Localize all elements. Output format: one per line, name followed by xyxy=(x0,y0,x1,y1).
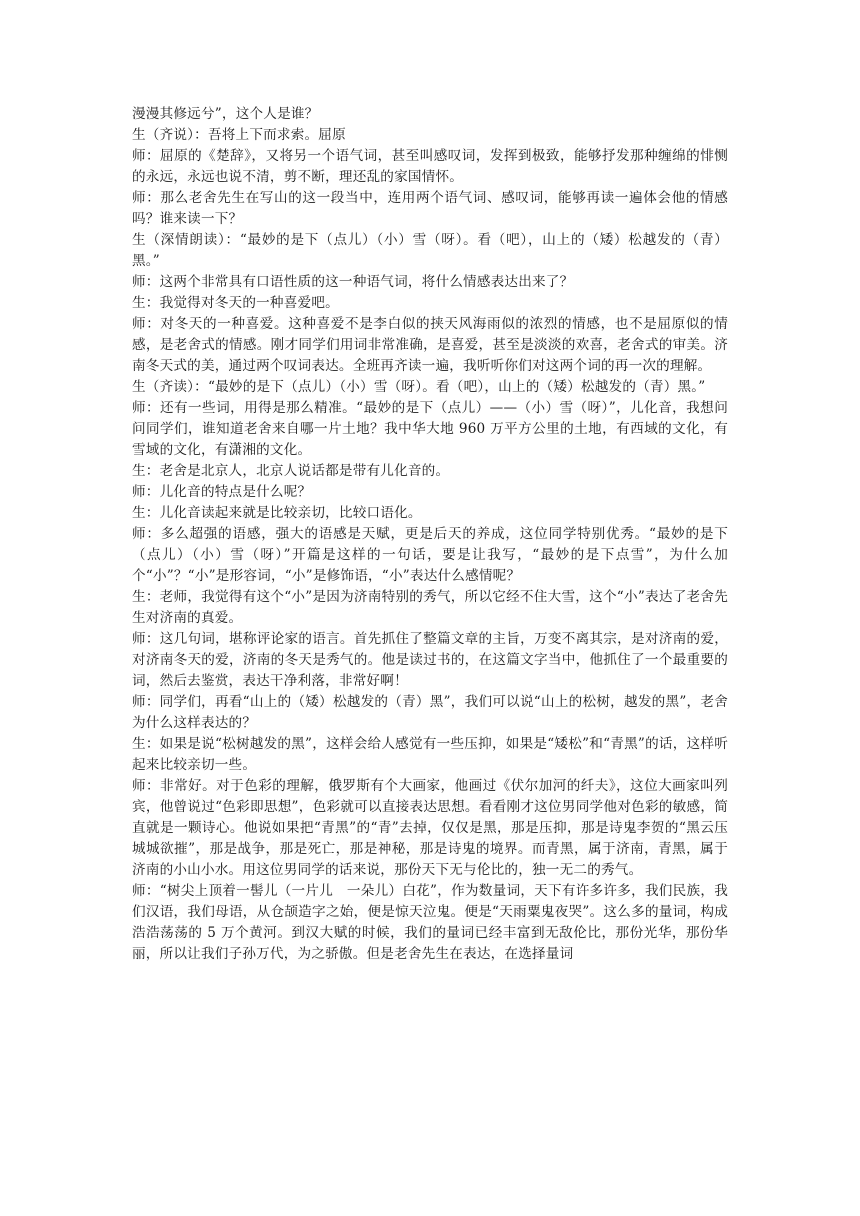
paragraph: 师：这两个非常具有口语性质的这一种语气词，将什么情感表达出来了？ xyxy=(132,274,574,290)
paragraph: 生：我觉得对冬天的一种喜爱吧。 xyxy=(132,295,339,311)
paragraph: 师：对冬天的一种喜爱。这种喜爱不是李白似的挟天风海雨似的浓烈的情感，也不是屈原似的情感，是老舍式的情感。刚才同学们用词非常准确，是喜爱，甚至是淡淡的欢喜，老舍式的审美。济南冬天式的美，通过两个叹词表达。全班再齐读一遍，我听听你们对这两个词的再一次的理解。 xyxy=(132,316,728,374)
paragraph: 生：老舍是北京人，北京人说话都是带有儿化音的。 xyxy=(132,463,450,479)
document-body xyxy=(132,104,728,965)
paragraph: 生（齐说）：吾将上下而求索。屈原 xyxy=(132,127,346,143)
paragraph: 生（深情朗读）：“最妙的是下（点儿）（小）雪（呀）。看（吧），山上的（矮）松越发的（青）黑。” xyxy=(132,232,728,269)
paragraph: 师：屈原的《楚辞》，又将另一个语气词，甚至叫感叹词，发挥到极致，能够抒发那种缠绵的悱恻的永远，永远也说不清，剪不断，理还乱的家国情怀。 xyxy=(132,148,728,185)
paragraph: 师：非常好。对于色彩的理解，俄罗斯有个大画家，他画过《伏尔加河的纤夫》，这位大画家叫列宾，他曾说过“色彩即思想”，色彩就可以直接表达思想。看看刚才这位男同学他对色彩的敏感，简直就是一颗诗心。他说如果把“青黑”的“青”去掉，仅仅是黑，那是压抑，那是诗鬼李贺的“黑云压城城欲摧”，那是战争，那是死亡，那是神秘，那是诗鬼的境界。而青黑，属于济南，青黑，属于济南的小山小水。用这位男同学的话来说，那份天下无与伦比的，独一无二的秀气。 xyxy=(132,778,728,878)
paragraph: 生（齐读）：“最妙的是下（点儿）（小）雪（呀）。看（吧），山上的（矮）松越发的（青）黑。” xyxy=(132,379,706,395)
paragraph: 师：“树尖上顶着一髻儿（一片儿 一朵儿）白花”，作为数量词，天下有许多许多，我们民族，我们汉语，我们母语，从仓颉造字之始，便是惊天泣鬼。便是“天雨粟鬼夜哭”。这么多的量词，构成浩浩荡荡的 5 万个黄河。到汉大赋的时候，我们的量词已经丰富到无敌伦比，那份光华，那份华丽，所以让我们子孙万代，为之骄傲。但是老舍先生在表达，在选择量词 xyxy=(132,883,728,962)
paragraph: 师：还有一些词，用得是那么精准。“最妙的是下（点儿）——（小）雪（呀）”，儿化音，我想问问同学们，谁知道老舍来自哪一片土地？我中华大地 960 万平方公里的土地，有西域的文化，有雪域的文化，有潇湘的文化。 xyxy=(132,400,728,458)
paragraph: 生：老师，我觉得有这个“小”是因为济南特别的秀气，所以它经不住大雪，这个“小”表达了老舍先生对济南的真爱。 xyxy=(132,589,728,626)
paragraph: 师：那么老舍先生在写山的这一段当中，连用两个语气词、感叹词，能够再读一遍体会他的情感吗？谁来读一下？ xyxy=(132,190,728,227)
paragraph: 生：如果是说“松树越发的黑”，这样会给人感觉有一些压抑，如果是“矮松”和“青黑”的话，这样听起来比较亲切一些。 xyxy=(132,736,728,773)
paragraph: 生：儿化音读起来就是比较亲切，比较口语化。 xyxy=(132,505,422,521)
paragraph: 师：多么超强的语感，强大的语感是天赋，更是后天的养成，这位同学特别优秀。“最妙的是下（点儿）（小）雪（呀）”开篇是这样的一句话，要是让我写，“最妙的是下点雪”，为什么加个“小”？“小”是形容词，“小”是修饰语，“小”表达什么感情呢？ xyxy=(132,526,728,584)
paragraph: 师：儿化音的特点是什么呢？ xyxy=(132,484,312,500)
paragraph: 师：同学们，再看“山上的（矮）松越发的（青）黑”，我们可以说“山上的松树，越发的黑”，老舍为什么这样表达的？ xyxy=(132,694,728,731)
paragraph: 漫漫其修远兮”，这个人是谁？ xyxy=(132,106,319,122)
paragraph: 师：这几句词，堪称评论家的语言。首先抓住了整篇文章的主旨，万变不离其宗，是对济南的爱，对济南冬天的爱，济南的冬天是秀气的。他是读过书的，在这篇文字当中，他抓住了一个最重要的词，然后去鉴赏，表达干净利落，非常好啊！ xyxy=(132,631,728,689)
